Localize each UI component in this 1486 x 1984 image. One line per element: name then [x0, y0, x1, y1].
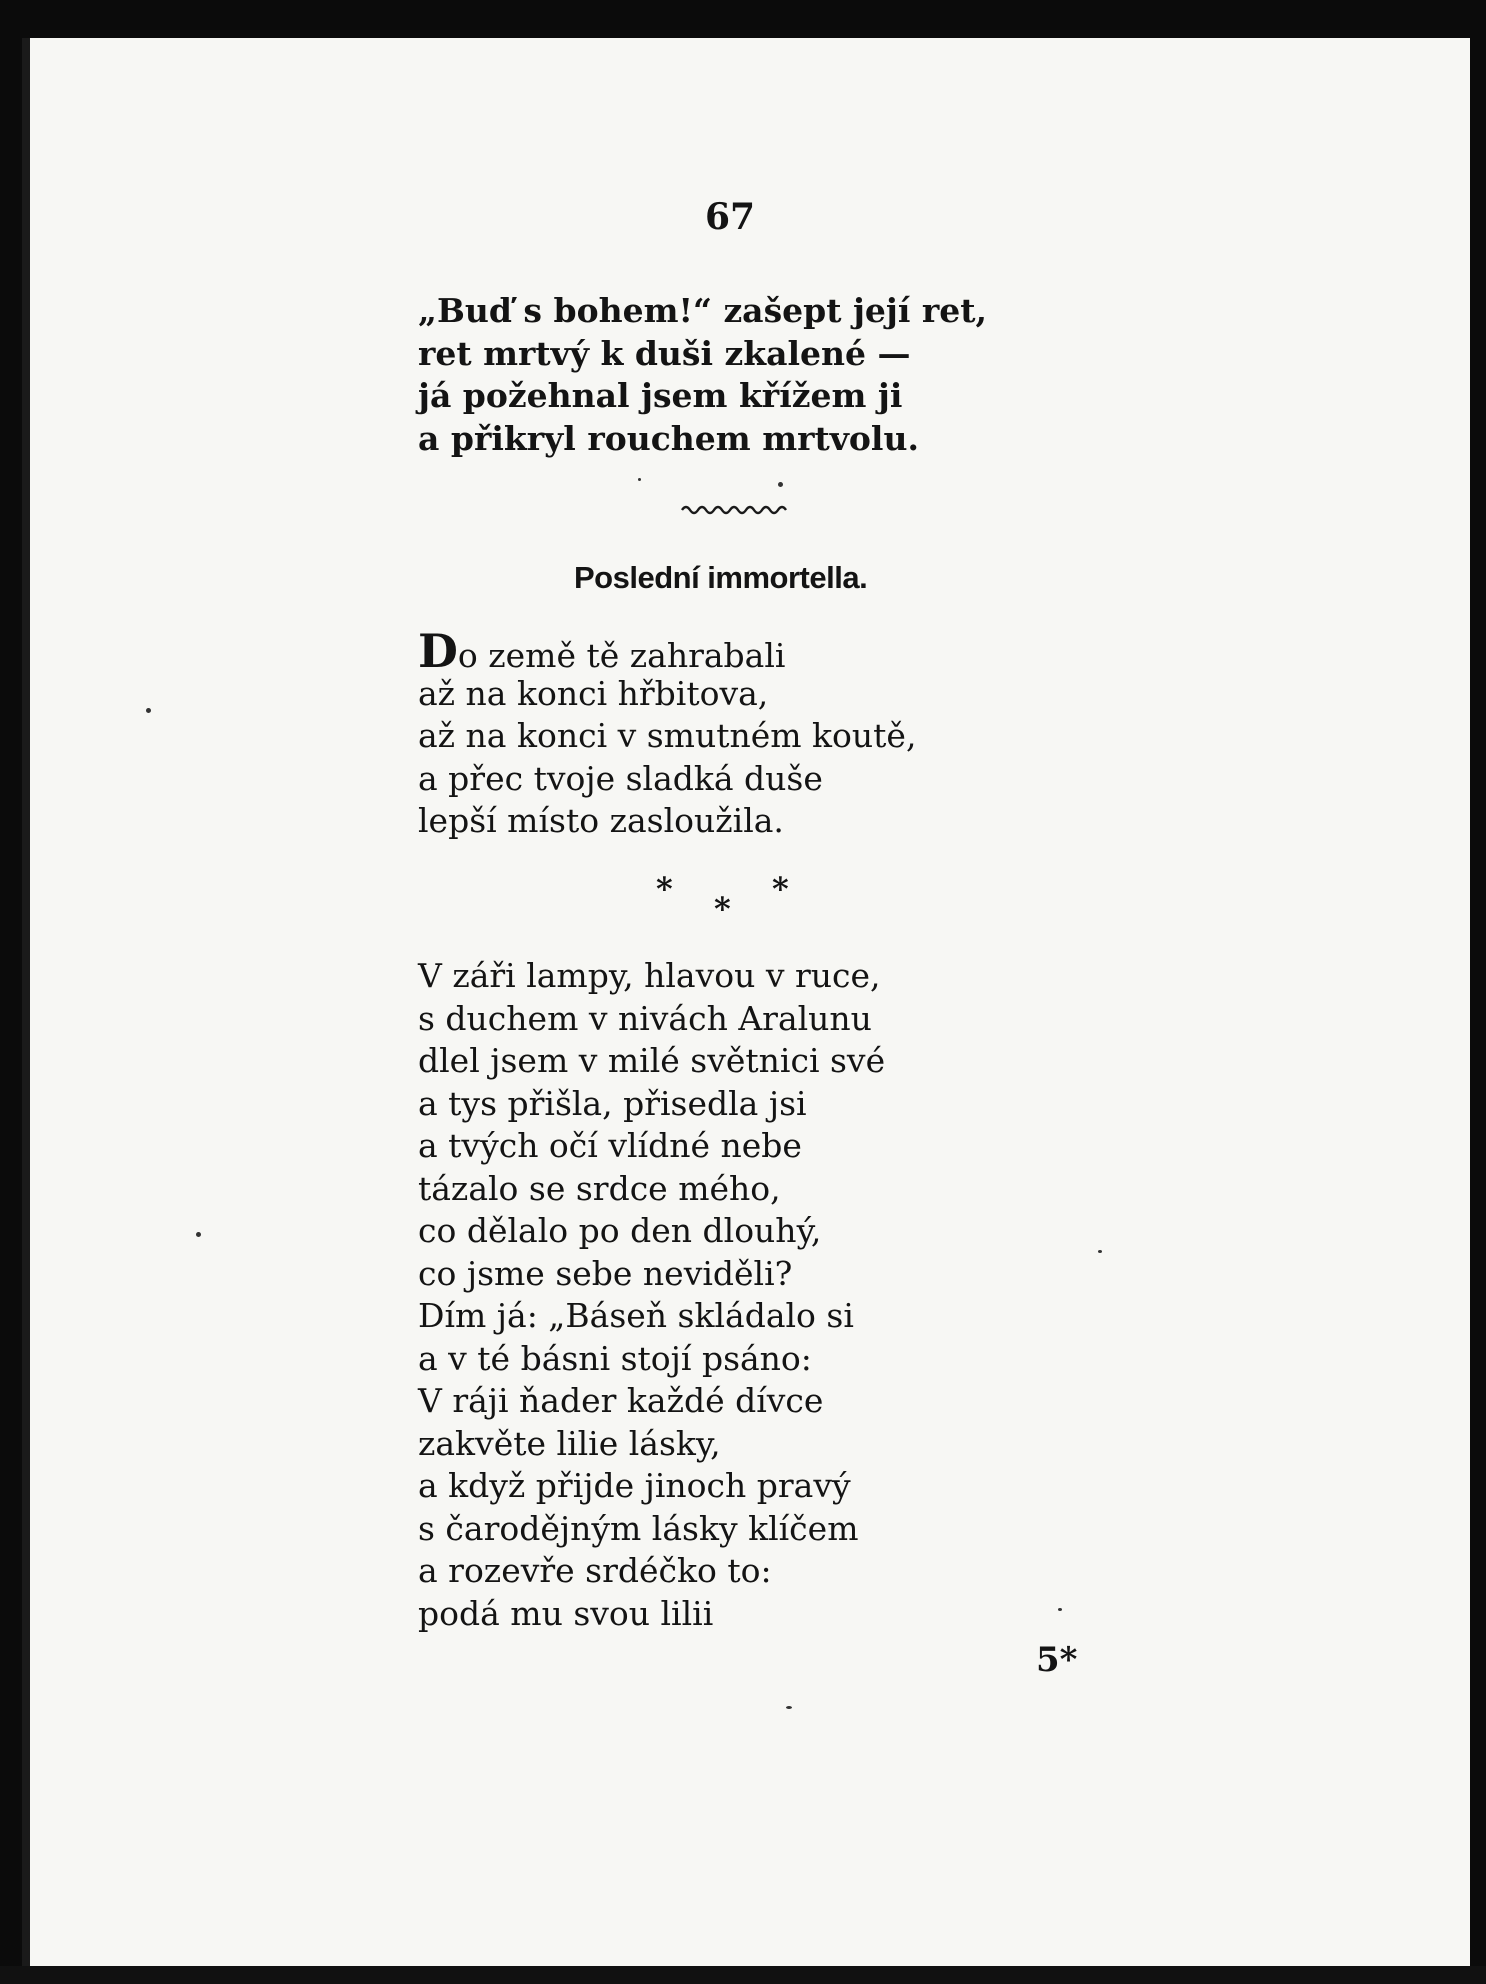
stanza-second-poem	[418, 955, 885, 1635]
verse-line-first	[418, 624, 916, 678]
verse-line: až na konci v smutném koutě,	[418, 716, 917, 755]
verse-line: s duchem v nivách Aralunu	[418, 998, 872, 1038]
verse-line: lepší místo zasloužila.	[418, 801, 784, 840]
scan-speck	[1058, 1608, 1062, 1611]
asterism-star-right: *	[772, 870, 789, 908]
verse-line: dlel jsem v milé světnici své	[418, 1041, 886, 1080]
verse-line: s čarodějným lásky klíčem	[418, 1508, 859, 1548]
stanza-poem-body	[418, 624, 917, 843]
drop-cap: D	[418, 624, 458, 678]
printer-signature-mark: 5*	[1036, 1640, 1078, 1680]
stanza-previous-poem-ending	[418, 290, 987, 460]
poem-title: Poslední immortella.	[574, 560, 868, 595]
verse-line: a přikryl rouchem mrtvolu.	[418, 418, 919, 458]
verse-line: a přec tvoje sladká duše	[418, 758, 823, 798]
verse-line: ret mrtvý k duši zkalené —	[418, 333, 911, 373]
asterism-star-left: *	[656, 870, 673, 908]
scan-speck	[638, 478, 641, 481]
scan-speck	[196, 1232, 201, 1237]
verse-line: „Buď s bohem!“ zašept její ret,	[418, 291, 987, 330]
verse-line-first-rest: o země tě zahrabali	[457, 636, 786, 675]
scan-speck	[1098, 1250, 1102, 1253]
verse-line: co jsme sebe neviděli?	[418, 1253, 793, 1293]
verse-line: tázalo se srdce mého,	[418, 1168, 781, 1208]
page-number: 67	[704, 196, 756, 238]
asterism-star-center: *	[714, 890, 731, 928]
asterism-separator	[650, 870, 800, 930]
verse-line: V ráji ňader každé dívce	[418, 1381, 824, 1420]
verse-line: já požehnal jsem křížem ji	[418, 376, 903, 415]
verse-line: a když přijde jinoch pravý	[418, 1466, 851, 1505]
verse-line: Dím já: „Báseň skládalo si	[418, 1296, 854, 1335]
verse-line: až na konci hřbitova,	[418, 673, 769, 713]
verse-line: a rozevře srdéčko to:	[418, 1551, 772, 1590]
verse-line: zakvěte lilie lásky,	[418, 1423, 721, 1463]
verse-line: a tvých očí vlídné nebe	[418, 1126, 802, 1165]
wavy-divider-ornament	[680, 500, 788, 516]
scan-speck	[778, 482, 783, 487]
verse-line: a tys přišla, přisedla jsi	[418, 1083, 807, 1123]
verse-line: V záři lampy, hlavou v ruce,	[418, 956, 881, 995]
verse-line: a v té básni stojí psáno:	[418, 1338, 812, 1378]
scan-speck	[146, 708, 151, 713]
scan-speck	[786, 1706, 792, 1709]
verse-line: podá mu svou lilii	[418, 1593, 714, 1633]
verse-line: co dělalo po den dlouhý,	[418, 1211, 822, 1250]
